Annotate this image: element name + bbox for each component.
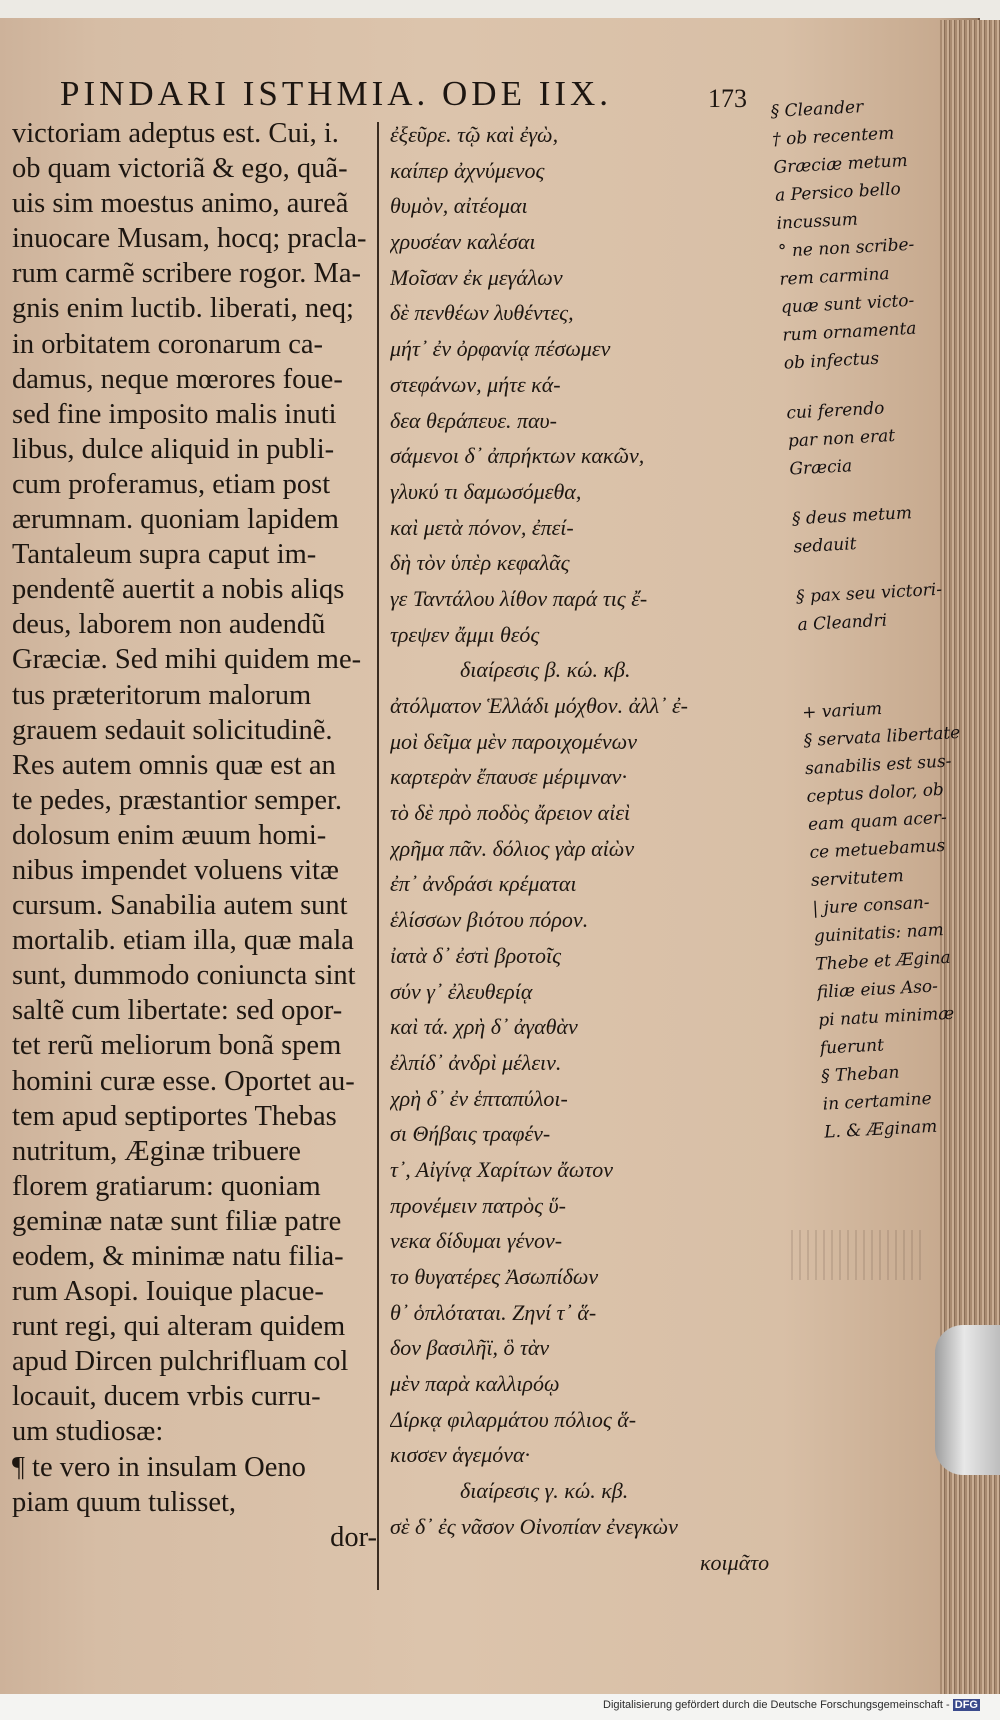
- greek-line: ἑλίσσων βιότου πόρον.: [390, 907, 589, 933]
- latin-line: tet rerũ meliorum bonã spem: [12, 1030, 342, 1062]
- latin-line: victoriam adeptus est. Cui, i.: [12, 118, 339, 149]
- greek-line: τ᾽, Αἰγίνᾳ Χαρίτων ἄωτον: [390, 1156, 613, 1182]
- latin-line: Res autem omnis quæ est an: [12, 749, 336, 781]
- greek-line: καὶ μετὰ πόνον, ἐπεί-: [390, 514, 574, 540]
- marginal-note-line: † ob recentem: [771, 123, 895, 150]
- greek-line: μὲν παρὰ καλλιρόῳ: [390, 1371, 560, 1397]
- marginal-note-line: par non erat: [787, 425, 896, 452]
- latin-line: rum Asopi. Iouique placue-: [12, 1276, 324, 1308]
- catchword: dor-: [330, 1521, 377, 1553]
- latin-line: nutritum, Æginæ tribuere: [12, 1135, 301, 1167]
- marginal-note-line: quæ sunt victo-: [780, 290, 915, 318]
- latin-line: te pedes, præstantior semper.: [12, 784, 343, 816]
- latin-line: piam quum tulisset,: [12, 1486, 237, 1518]
- greek-line: σὲ δ᾽ ἐς νᾶσον Οἰνοπίαν ἐνεγκὼν: [390, 1513, 678, 1539]
- digitization-credit: [603, 1699, 980, 1711]
- latin-line: gnis enim luctib. liberati, neq;: [12, 293, 354, 325]
- ink-bleed-through: [785, 1230, 925, 1280]
- greek-line: ἰατὰ δ᾽ ἐστὶ βροτοῖς: [390, 942, 562, 968]
- latin-line: eodem, & minimæ natu filia-: [12, 1241, 344, 1272]
- marginal-note-line: ceptus dolor, ob: [806, 779, 945, 808]
- greek-line: γε Ταντάλου λίθον παρά τις ἔ-: [390, 585, 648, 611]
- latin-line: deus, laborem non audendũ: [12, 609, 326, 641]
- latin-line: locauit, ducem vrbis curru-: [12, 1381, 321, 1413]
- marginal-note-line: § deus metum: [791, 503, 913, 530]
- greek-line: μήτ᾽ ἐν ὀρφανίᾳ πέσωμεν: [390, 336, 611, 362]
- greek-line: καὶ τά. χρὴ δ᾽ ἀγαθὰν: [390, 1014, 578, 1040]
- book-clip: [935, 1325, 1000, 1475]
- latin-line: damus, neque mœrores foue-: [12, 363, 343, 395]
- marginal-note-line: pi natu minimæ: [817, 1003, 955, 1031]
- greek-line: ἐπ᾽ ἀνδράσι κρέμαται: [390, 871, 577, 897]
- marginal-note-line: § Cleander: [770, 97, 864, 122]
- marginal-note-line: rem carmina: [779, 263, 891, 290]
- running-head: PINDARI ISTHMIA. ODE IIX.: [60, 74, 613, 113]
- greek-line: ἐξεῦρε. τῷ καὶ ἐγὼ,: [390, 122, 559, 147]
- marginal-note-line: cui ferendo: [786, 398, 885, 424]
- greek-line: γλυκύ τι δαμωσόμεθα,: [390, 478, 582, 504]
- greek-line: διαίρεσις γ. κώ. κβ.: [460, 1478, 629, 1504]
- greek-line: Δίρκᾳ φιλαρμάτου πόλιος ἅ-: [390, 1406, 637, 1432]
- marginal-note-line: Græcia: [788, 456, 853, 480]
- latin-line: sunt, dummodo coniuncta sint: [12, 960, 356, 992]
- greek-line: σύν γ᾽ ἐλευθερίᾳ: [390, 978, 533, 1004]
- latin-line: rum carmẽ scribere rogor. Ma-: [12, 258, 361, 290]
- greek-line: δὲ πενθέων λυθέντες,: [390, 300, 574, 326]
- marginal-note-line: sedauit: [793, 534, 858, 558]
- greek-line: θ᾽ ὁπλόταται. Ζηνί τ᾽ ἅ-: [390, 1299, 597, 1325]
- latin-line: tem apud septiportes Thebas: [12, 1100, 337, 1132]
- marginal-note-line: ° ne non scribe-: [777, 234, 915, 262]
- marginal-note-line: + varium: [801, 698, 883, 724]
- marginal-note-line: in certamine: [822, 1088, 933, 1115]
- marginal-note-line: sanabilis est sus-: [804, 751, 952, 780]
- latin-line: um studiosæ:: [12, 1416, 164, 1448]
- marginal-note-line: a Cleandri: [797, 610, 888, 636]
- latin-line: florem gratiarum: quoniam: [12, 1170, 321, 1202]
- latin-line: ¶ te vero in insulam Oeno: [12, 1451, 306, 1483]
- marginal-note-line: Græciæ metum: [773, 150, 909, 178]
- greek-line: το θυγατέρες Ἀσωπίδων: [390, 1264, 599, 1289]
- latin-translation-column: [12, 116, 377, 1555]
- latin-line: mortalib. etiam illa, quæ mala: [12, 925, 354, 957]
- greek-line: προνέμειν πατρὸς ὕ-: [390, 1192, 566, 1218]
- latin-line: apud Dircen pulchrifluam col: [12, 1346, 349, 1378]
- latin-line: cum proferamus, etiam post: [12, 468, 331, 500]
- latin-line: cursum. Sanabilia autem sunt: [12, 890, 348, 922]
- greek-line: χρῆμα πᾶν. δόλιος γὰρ αἰὼν: [390, 835, 635, 861]
- greek-line: θυμὸν, αἰτέομαι: [390, 193, 528, 219]
- greek-line: μοὶ δεῖμα μὲν παροιχομένων: [390, 728, 637, 754]
- latin-line: uis sim moestus animo, aureã: [12, 188, 349, 220]
- marginal-note-line: § Theban: [820, 1062, 900, 1087]
- latin-line: Tantaleum supra caput im-: [12, 539, 317, 571]
- marginal-note-line: eam quam acer-: [807, 807, 948, 835]
- greek-line: Μοῖσαν ἐκ μεγάλων: [390, 264, 563, 290]
- dfg-logo: DFG: [954, 1699, 978, 1711]
- greek-line: στεφάνων, μήτε κά-: [390, 371, 561, 397]
- greek-line: χρυσέαν καλέσαι: [390, 229, 536, 255]
- marginal-note-line: § servata libertate: [803, 722, 961, 752]
- latin-line: inuocare Musam, hocq; pracla-: [12, 223, 367, 255]
- latin-line: Græciæ. Sed mihi quidem me-: [12, 644, 362, 676]
- marginal-note-line: guinitatis: nam: [813, 920, 945, 947]
- latin-line: runt regi, qui alteram quidem: [12, 1311, 346, 1343]
- marginal-note-line: | jure consan-: [811, 892, 931, 919]
- latin-line: ærumnam. quoniam lapidem: [12, 504, 339, 536]
- marginal-note-line: ob infectus: [783, 348, 880, 374]
- marginal-note-line: rum ornamenta: [781, 318, 917, 346]
- greek-line: σάμενοι δ᾽ ἀπρήκτων κακῶν,: [390, 443, 645, 469]
- greek-line: δὴ τὸν ὑπὲρ κεφαλᾶς: [390, 550, 570, 576]
- latin-line: saltẽ cum libertate: sed opor-: [12, 995, 343, 1027]
- latin-line: sed fine imposito malis inuti: [12, 398, 337, 430]
- credit-text: Digitalisierung gefördert durch die Deutsche Forschungsgemeinschaft -: [603, 1699, 950, 1711]
- latin-line: grauem sedauit solicitudinẽ.: [12, 714, 333, 746]
- latin-line: tus præteritorum malorum: [12, 679, 312, 711]
- latin-line: geminæ natæ sunt filiæ patre: [12, 1205, 342, 1237]
- greek-line: δεα θεράπευε. παυ-: [390, 407, 557, 433]
- greek-line: νεκα δίδυμαι γένον-: [390, 1228, 563, 1254]
- greek-line: δον βασιλῆϊ, ὃ τὰν: [390, 1335, 550, 1361]
- greek-text-column: [390, 117, 820, 1580]
- greek-line: κοιμᾶτο: [700, 1549, 770, 1575]
- greek-line: σι Θήβαις τραφέν-: [390, 1121, 551, 1147]
- marginal-note-line: Thebe et Ægina: [814, 947, 952, 975]
- latin-line: in orbitatem coronarum ca-: [12, 328, 323, 360]
- greek-line: ἀτόλματον Ἑλλάδι μόχθον. ἀλλ᾽ ἐ-: [390, 693, 688, 718]
- greek-line: διαίρεσις β. κώ. κβ.: [460, 657, 631, 683]
- marginal-note-line: a Persico bello: [774, 179, 902, 206]
- marginal-note-line: L. & Æginam: [823, 1116, 938, 1143]
- greek-line: καίπερ ἀχνύμενος: [390, 157, 545, 183]
- marginal-note-line: incussum: [776, 209, 859, 234]
- page-number: 173: [708, 84, 747, 113]
- marginal-note-line: ce metuebamus: [809, 835, 946, 863]
- latin-line: ob quam victoriã & ego, quã-: [12, 153, 348, 185]
- column-rule: [377, 122, 379, 1590]
- greek-line: χρὴ δ᾽ ἐν ἑπταπύλοι-: [390, 1085, 568, 1111]
- latin-line: homini curæ esse. Oportet au-: [12, 1065, 355, 1097]
- greek-line: κισσεν ἁγεμόνα·: [390, 1442, 531, 1468]
- latin-line: nibus impendet voluens vitæ: [12, 854, 339, 886]
- marginal-note-line: fuerunt: [819, 1035, 885, 1059]
- greek-line: τρεψεν ἄμμι θεός: [390, 621, 540, 647]
- marginal-note-line: servitutem: [810, 866, 905, 891]
- greek-line: καρτερὰν ἔπαυσε μέριμναν·: [390, 764, 627, 790]
- greek-line: ἐλπίδ᾽ ἀνδρὶ μέλειν.: [390, 1049, 562, 1075]
- latin-line: pendentẽ auertit a nobis aliqs: [12, 574, 345, 606]
- greek-line: τὸ δὲ πρὸ ποδὸς ἄρειον αἰεὶ: [390, 800, 631, 826]
- marginal-note-line: filiæ eius Aso-: [816, 976, 939, 1003]
- marginal-note-line: § pax seu victori-: [795, 579, 943, 608]
- latin-line: libus, dulce aliquid in publi-: [12, 433, 335, 465]
- latin-line: dolosum enim æuum homi-: [12, 819, 327, 851]
